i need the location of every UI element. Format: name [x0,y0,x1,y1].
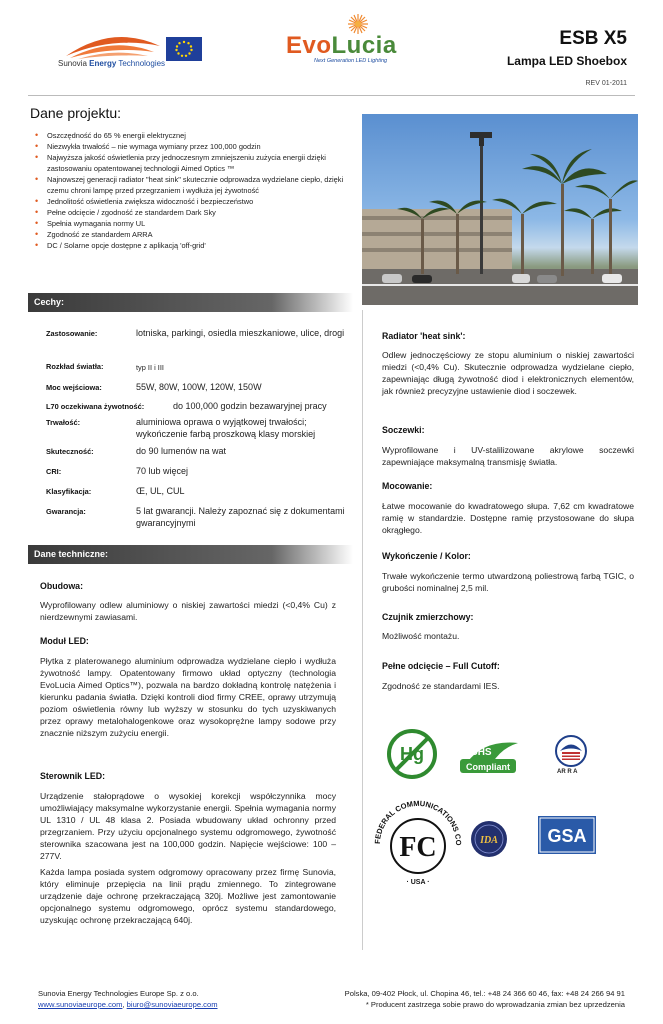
product-subtitle: Lampa LED Shoebox [506,54,627,68]
fcc-seal [372,800,464,888]
svg-text:IDA: IDA [480,835,498,846]
bullet-text: Jednolitość oświetlenia zwiększa widoczność i bezpieczeństwo [47,197,254,206]
lens-text: Wyprofilowane i UV-stalilizowane akrylowe soczewki zapewniające maksymalną transmisję światła. [382,445,634,467]
driver-text-2: Każda lampa posiada system odgromowy opracowany przez firmę Sunovia, który eliminuje przepięcia na linii prądu zmiennego. To zintegrowane urządzenie daje ochronę przekraczającą 320j. Możliwe jest zamontowanie opcjonalnego systemu odgromowego, oprócz systemu standardowego, uzyskując ochronę przekraczającą 640j. [40,867,336,925]
cutoff-text: Zgodność ze standardami IES. [382,681,500,691]
arra-icon [554,734,588,780]
company-name-3: Technologies [118,59,166,68]
header-divider [28,95,635,96]
feature-value: Œ, UL, CUL [136,486,185,496]
housing-text: Wyprofilowany odlew aluminiowy o niskiej zawartości miedzi (<0,4% Cu) z nierdzewnymi zawiasami. [40,600,336,622]
bullet-text: DC / Solarne opcje dostępne z aplikacją 'off-grid' [47,241,206,250]
footer-links [38,1000,218,1009]
cutoff-heading: Pełne odcięcie – Full Cutoff: [382,661,500,671]
technical-bar: Dane techniczne: [28,545,353,564]
driver-text: Urządzenie stałoprądowe o wysokiej korekcji współczynnika mocy umożliwiający maksymalne wykorzystanie energii. Spełnia wymagania normy UL 1310 / UL 48 klasa 2. Posiada wbudowany układ ochronny przed przegrzaniem. Przy użyciu opcjonalnego systemu odgromowego, żywotność sterownika szacowana jest na 100,000 godzin. Napięcie wejściowe: 100 – 277V. [40,791,336,861]
svg-text:RoHS: RoHS [464,747,492,758]
svg-text:Compliant: Compliant [466,762,510,772]
product-title: ESB X5 [559,28,627,49]
feature-label: Zastosowanie: [46,329,98,338]
finish-text: Trwałe wykończenie termo utwardzoną poliestrową farbą TGIC, o grubości nominalnej 2,5 mil. [382,571,634,593]
bullet-icon: • [35,207,39,217]
feature-value: 55W, 80W, 100W, 120W, 150W [136,382,262,392]
feature-value: aluminiowa oprawa o wyjątkowej trwałości; wykończenie farbą proszkową klasy morskiej [136,417,316,439]
feature-value: 70 lub więcej [136,466,189,476]
heatsink-heading: Radiator 'heat sink': [382,331,466,341]
eu-flag-icon [166,37,202,61]
bullet-icon: • [35,229,39,239]
svg-text:· USA ·: · USA · [406,879,430,886]
feature-value: typ II i III [136,363,164,372]
project-heading: Dane projektu: [30,105,122,121]
mount-text: Łatwe mocowanie do kwadratowego słupa. 7,62 cm kwadratowe ramię w standardzie. Dostępne ramię przystosowane do słupa okrągłego. [382,501,634,535]
project-bullet [35,152,345,174]
feature-label: Moc wejściowa: [46,383,102,392]
project-bullet [35,130,345,141]
mercury-free-icon [386,728,438,780]
arra-label: AR R A [557,769,578,775]
evolucia-logo [286,12,398,64]
lens-heading: Soczewki: [382,425,425,435]
heatsink-text: Odlew jednoczęściowy ze stopu aluminium o niskiej zawartości miedzi (<0,4% Cu). Skutecznie odprowadza wydzielane ciepło, zapewniając długą żywotność diod i elektronicznych elementów, jak również precyzyjne ustawienie diod i soczewek. [382,350,634,396]
feature-value: do 90 lumenów na wat [136,446,227,456]
bullet-text: Pełne odcięcie / zgodność ze standardem Dark Sky [47,208,216,217]
bullet-icon: • [35,130,39,140]
project-bullet [35,174,345,196]
bullet-text: Oszczędność do 65 % energii elektrycznej [47,131,186,140]
led-heading: Moduł LED: [40,636,89,646]
project-bullet [35,218,345,229]
feature-value: lotniska, parkingi, osiedla mieszkaniowe, ulice, drogi [136,328,345,338]
parking-lot-image [362,114,638,305]
website-link[interactable]: www.sunoviaeurope.com [38,1000,123,1009]
feature-label: Trwałość: [46,418,81,427]
feature-label: Skuteczność: [46,447,94,456]
sensor-text: Możliwość montażu. [382,631,460,641]
driver-heading: Sterownik LED: [40,771,106,781]
ida-icon [470,820,508,858]
company-name-2: Energy [89,59,117,68]
feature-label: Rozkład światła: [46,362,104,371]
svg-text:GSA: GSA [547,826,587,846]
bullet-text: Niezwykła trwałość – nie wymaga wymiany przez 100,000 godzin [47,142,261,151]
bullet-icon: • [35,240,39,250]
features-bar: Cechy: [28,293,353,312]
project-bullet [35,240,345,251]
feature-label: L70 oczekiwana żywotność: [46,402,145,411]
led-text: Płytka z platerowanego aluminium odprowadza wydzielane ciepło i wydłuża żywotność lampy. Opatentowany firmowo układ optyczny (technologia EvoLucia Aimed Optics™), pozwala na bardzo dokładną kontrolę natężenia i kierunku padania światła. Dzięki kontroli diod firmy CREE, oprawy utrzymują poziom oświetlenia równy lub wyższy w stosunku do tych uzyskiwanych przez oprawy metalohalogenkowe oraz wysokoprężne lampy sodowe przy znacznie niższym zużyciu energii. [40,656,336,738]
rohs-icon [458,735,522,775]
bullet-icon: • [35,218,39,228]
brand-evo: Evo [286,32,332,59]
project-bullet [35,196,345,207]
footer-address: Polska, 09-402 Płock, ul. Chopina 46, tel.: +48 24 366 60 46, fax: +48 24 266 94 91 [344,989,625,998]
revision: REV 01-2011 [585,80,627,87]
feature-label: CRI: [46,467,62,476]
feature-label: Klasyfikacja: [46,487,92,496]
footer-notice: * Producent zastrzega sobie prawo do wprowadzania zmian bez uprzedzenia [365,1000,625,1009]
bullet-icon: • [35,141,39,151]
brand-tagline: Next Generation LED Lighting [314,58,388,64]
svg-text:FC: FC [399,832,437,863]
column-divider [362,310,363,950]
bullet-icon: • [35,196,39,206]
gsa-icon [538,816,596,854]
project-bullet [35,229,345,240]
feature-value: do 100,000 godzin bezawaryjnej pracy [173,401,327,411]
mount-heading: Mocowanie: [382,481,433,491]
feature-value: 5 lat gwarancji. Należy zapoznać się z dokumentami gwarancyjnymi [136,506,345,528]
company-name-1: Sunovia [58,59,87,68]
sensor-heading: Czujnik zmierzchowy: [382,612,474,622]
svg-text:Hg: Hg [400,744,424,764]
bullet-icon: • [35,174,39,184]
svg-text:FEDERAL COMMUNICATIONS COMMISS: FEDERAL COMMUNICATIONS CO [372,800,464,846]
bullet-text: Najnowszej generacji radiator "heat sink" skutecznie odprowadza wydzielane ciepło, dzięki czemu chroni lampę przed przegrzaniem i wydłuża jej żywotność [47,175,344,195]
feature-label: Gwarancja: [46,507,86,516]
project-bullets [35,130,345,251]
bullet-text: Zgodność ze standardem ARRA [47,230,153,239]
link-sep: , [122,1000,127,1009]
project-bullet [35,207,345,218]
bullet-icon: • [35,152,39,162]
sunovia-logo [58,26,168,72]
bullet-text: Najwyższa jakość oświetlenia przy jednoczesnym zmniejszeniu zużycia energii dzięki zastosowaniu opatentowanej technologii Aimed Optics ™ [47,153,326,173]
housing-heading: Obudowa: [40,581,84,591]
product-photo [362,114,638,305]
bullet-text: Spełnia wymagania normy UL [47,219,146,228]
email-link[interactable]: biuro@sunoviaeurope.com [126,1000,218,1009]
project-bullet [35,141,345,152]
brand-lucia: Lucia [331,32,397,59]
footer-company: Sunovia Energy Technologies Europe Sp. z o.o. [38,989,199,998]
finish-heading: Wykończenie / Kolor: [382,551,471,561]
